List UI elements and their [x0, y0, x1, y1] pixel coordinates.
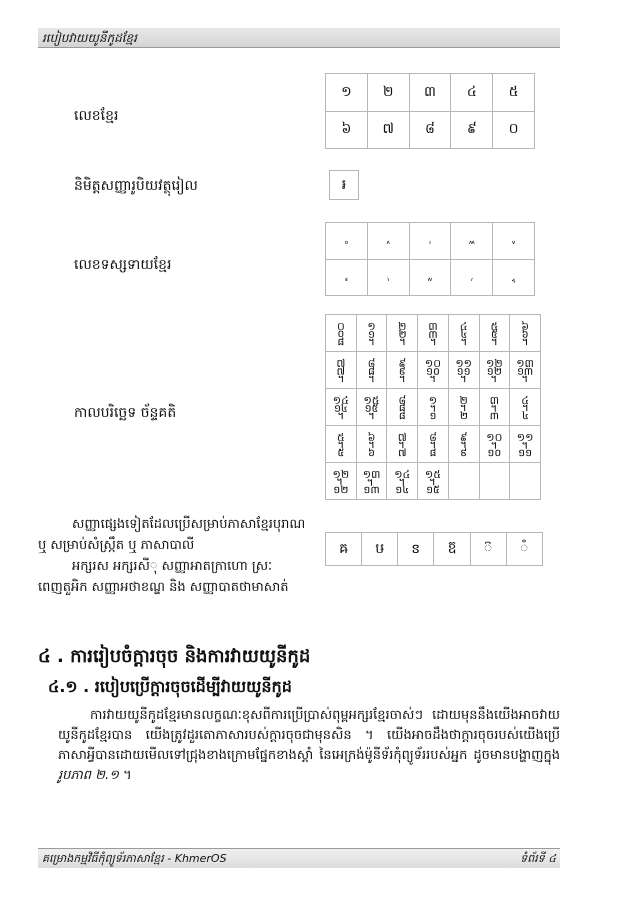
digit-cell: ៩ [451, 111, 493, 149]
lunar-cell [356, 352, 387, 389]
lunar-symbol: ᧦ [521, 332, 529, 345]
lunar-day-number: ១២ [332, 467, 350, 481]
digit-cell: ៨ [409, 111, 451, 149]
lunar-cell [510, 389, 541, 426]
divination-cell: ៲ [409, 223, 451, 260]
lunar-symbol: ᧧ [336, 369, 346, 382]
lunar-cell [326, 352, 357, 389]
footer-left: គម្រោងកម្មវិធីកុំព្យូទ័រភាសាខ្មែរ - KhmerOS [42, 852, 227, 865]
section-heading: ៤ . ការរៀបចំក្តារចុច និងការវាយយូនីកូដ [38, 646, 311, 667]
lunar-symbol: ᧠ [337, 332, 345, 345]
lunar-day-number: ៨ [429, 430, 437, 444]
body-paragraph [58, 706, 560, 786]
khmer-digits-label: លេខខ្មែរ [74, 108, 119, 124]
page-header [38, 28, 560, 48]
lunar-cell [326, 426, 357, 463]
lunar-day-number: ១២ [486, 356, 503, 370]
divination-table [325, 222, 535, 296]
lunar-day-number: ៣ [428, 319, 438, 333]
lunar-cell [356, 389, 387, 426]
lunar-day-number: ១៣ [516, 356, 534, 370]
lunar-day-number: ៦ [367, 430, 376, 444]
divination-cell: ៹ [493, 259, 535, 296]
lunar-day-number: ២ [459, 393, 468, 407]
lunar-day-number: ៨ [398, 393, 407, 407]
lunar-cell [356, 463, 387, 500]
lunar-symbol: ᧡ [368, 332, 376, 345]
lunar-cell [356, 426, 387, 463]
lunar-symbol: ᧺ [487, 443, 502, 456]
divination-cell: ៶ [367, 259, 409, 296]
lunar-symbol: ᧲ [459, 406, 469, 419]
other-signs-paragraph [38, 514, 306, 598]
other-sign-cell: ៝ [470, 533, 506, 566]
lunar-symbol: ᧴ [521, 406, 529, 419]
lunar-symbol: ᧥ [490, 332, 498, 345]
lunar-symbol: ᧸ [429, 443, 437, 456]
other-sign-cell: ឝ [326, 533, 362, 566]
digit-cell: ៤ [451, 74, 493, 112]
digit-cell: ២ [367, 74, 409, 112]
lunar-symbol: ᧶ [368, 443, 376, 456]
divination-cell: ៵ [326, 259, 368, 296]
lunar-day-number: ៣ [489, 393, 500, 407]
lunar-day-number: ៥ [490, 319, 499, 333]
lunar-cell [387, 389, 418, 426]
lunar-cell [448, 463, 479, 500]
digit-cell: ៣ [409, 74, 451, 112]
lunar-day-number: ០ [336, 319, 345, 333]
riel-symbol: ៛ [330, 171, 359, 200]
lunar-symbol: ᧯ [364, 406, 379, 419]
lunar-symbol: ᧭ [516, 369, 534, 382]
currency-label: និមិត្តសញ្ញារូបិយវត្ថុរៀល [74, 178, 198, 194]
other-sign-cell: ៜ [398, 533, 434, 566]
lunar-cell [479, 389, 510, 426]
lunar-cell [326, 315, 357, 352]
digit-cell: ០ [493, 111, 535, 149]
divination-cell: ៱ [367, 223, 409, 260]
lunar-cell [510, 463, 541, 500]
lunar-cell [418, 463, 449, 500]
lunar-cell [418, 315, 449, 352]
figure-reference: រូបភាព ២.១ [58, 768, 119, 783]
page-number: ទំព័រទី ៤ [520, 852, 556, 865]
lunar-symbol: ᧫ [456, 369, 471, 382]
lunar-symbol: ᧮ [333, 406, 348, 419]
other-sign-cell: ៓ [506, 533, 542, 566]
digit-cell: ១ [326, 74, 368, 112]
lunar-date-label: កាលបរិច្ឆេទ ច័ន្ទគតិ [74, 405, 177, 421]
lunar-symbol: ᧨ [368, 369, 376, 382]
divination-cell: ៷ [409, 259, 451, 296]
lunar-symbol: ᧣ [428, 332, 438, 345]
body-end: ។ [118, 768, 132, 783]
lunar-day-number: ១០ [486, 430, 503, 444]
lunar-symbol: ᧹ [460, 443, 468, 456]
lunar-day-number: ៤ [521, 393, 529, 407]
lunar-cell [418, 426, 449, 463]
lunar-cell [448, 426, 479, 463]
lunar-day-number: ១០ [424, 356, 442, 370]
lunar-day-number: ៩ [459, 430, 468, 444]
page-footer [38, 848, 560, 868]
lunar-symbol: ᧵ [337, 443, 345, 456]
lunar-cell [387, 352, 418, 389]
lunar-cell [418, 352, 449, 389]
other-signs-text-1: សញ្ញាផ្សេងទៀតដែលប្រើសម្រាប់ភាសាខ្មែរបុរាណ ឬ សម្រាប់សំស្ក្រឹត ឬ ភាសាបាលី [38, 517, 306, 553]
lunar-cell [479, 463, 510, 500]
lunar-cell [418, 389, 449, 426]
lunar-cell [479, 426, 510, 463]
lunar-cell [479, 352, 510, 389]
lunar-day-number: ១៥ [424, 467, 442, 481]
lunar-cell [448, 315, 479, 352]
lunar-day-number: ៨ [367, 356, 376, 370]
lunar-symbol: ᧷ [397, 443, 407, 456]
lunar-day-number: ១ [367, 319, 376, 333]
lunar-day-number: ៦ [521, 319, 529, 333]
divination-cell: ៰ [326, 223, 368, 260]
lunar-symbol: ᧢ [397, 332, 407, 345]
lunar-symbol: ᧳ [489, 406, 500, 419]
lunar-cell [510, 352, 541, 389]
other-sign-cell: ឨ [434, 533, 470, 566]
lunar-symbol: ᧻ [518, 443, 533, 456]
lunar-symbol: ᧰ [398, 406, 406, 419]
khmer-digits-table [325, 73, 535, 149]
lunar-symbol: ᧪ [425, 369, 440, 382]
body-text: ការវាយយូនីកូដខ្មែរមានលក្ខណៈខុសពីការប្រើប្រាស់ពុម្ពអក្សរខ្មែរចាស់ៗ ដោយមុននឹងយើងអាចវាយយូនីកូដខ្មែរបាន យើងត្រូវដួរតោភាសារបស់ក្តារចុចជាមុនសិន ។ យើងអាចដឹងថាក្តារចុចរបស់យើងប្រើភាសាអ្វីបានដោយមើលទៅជ្រុងខាងក្រោមផ្នែកខាងស្តាំ នៃអេក្រង់ម៉ូនីទ័រកុំព្យូទ័ររបស់អ្នក ដូចមានបង្ហាញក្នុង [58, 708, 560, 763]
lunar-cell [387, 463, 418, 500]
lunar-symbol: ᧽ [363, 480, 380, 493]
lunar-symbol: ᧤ [459, 332, 468, 345]
section-subheading: ៤.១ . របៀបប្រើក្តារចុចដើម្បីវាយយូនីកូដ [48, 677, 292, 696]
lunar-day-number: ១ [428, 393, 438, 407]
lunar-cell [479, 315, 510, 352]
lunar-symbol: ᧿ [426, 480, 440, 493]
lunar-day-number: ១១ [455, 356, 472, 370]
lunar-day-number: ១៤ [394, 467, 411, 481]
other-sign-cell: ឞ [362, 533, 398, 566]
lunar-cell [510, 426, 541, 463]
lunar-day-number: ២ [398, 319, 407, 333]
lunar-cell [510, 315, 541, 352]
digit-cell: ៧ [367, 111, 409, 149]
lunar-day-number: ៧ [336, 356, 346, 370]
lunar-day-number: ៧ [397, 430, 407, 444]
lunar-cell [448, 389, 479, 426]
lunar-day-number: ១៤ [332, 393, 349, 407]
lunar-cell [448, 352, 479, 389]
lunar-cell [326, 463, 357, 500]
lunar-day-number: ១៥ [363, 393, 380, 407]
lunar-cell [356, 315, 387, 352]
lunar-symbol: ᧾ [395, 480, 410, 493]
other-signs-table [325, 532, 543, 566]
lunar-cell [387, 426, 418, 463]
lunar-symbol: ᧩ [398, 369, 406, 382]
lunar-symbol: ᧱ [429, 406, 437, 419]
other-signs-text-2: អក្សរស អក្សរសីុ សញ្ញាអាតក្រាហោ ស្រៈពេញតួអិក សញ្ញាអថាខណ្ឌ និង សញ្ញាបាតថាមាសាត់ [38, 559, 289, 595]
lunar-symbol: ᧬ [486, 369, 502, 382]
lunar-cell [326, 389, 357, 426]
lunar-date-table [325, 314, 541, 500]
digit-cell: ៦ [326, 111, 368, 149]
digit-cell: ៥ [493, 74, 535, 112]
divination-cell: ៸ [451, 259, 493, 296]
currency-table [329, 170, 359, 200]
lunar-day-number: ៩ [398, 356, 407, 370]
divination-cell: ៴ [493, 223, 535, 260]
lunar-symbol: ᧼ [333, 480, 349, 493]
lunar-day-number: ១១ [516, 430, 534, 444]
lunar-cell [387, 315, 418, 352]
lunar-day-number: ១៣ [362, 467, 381, 481]
divination-cell: ៳ [451, 223, 493, 260]
lunar-day-number: ៤ [459, 319, 468, 333]
lunar-day-number: ៥ [336, 430, 345, 444]
divination-label: លេខទស្សទាយខ្មែរ [74, 257, 172, 273]
header-title: របៀបវាយយូនីកូដខ្មែរ [42, 31, 137, 45]
